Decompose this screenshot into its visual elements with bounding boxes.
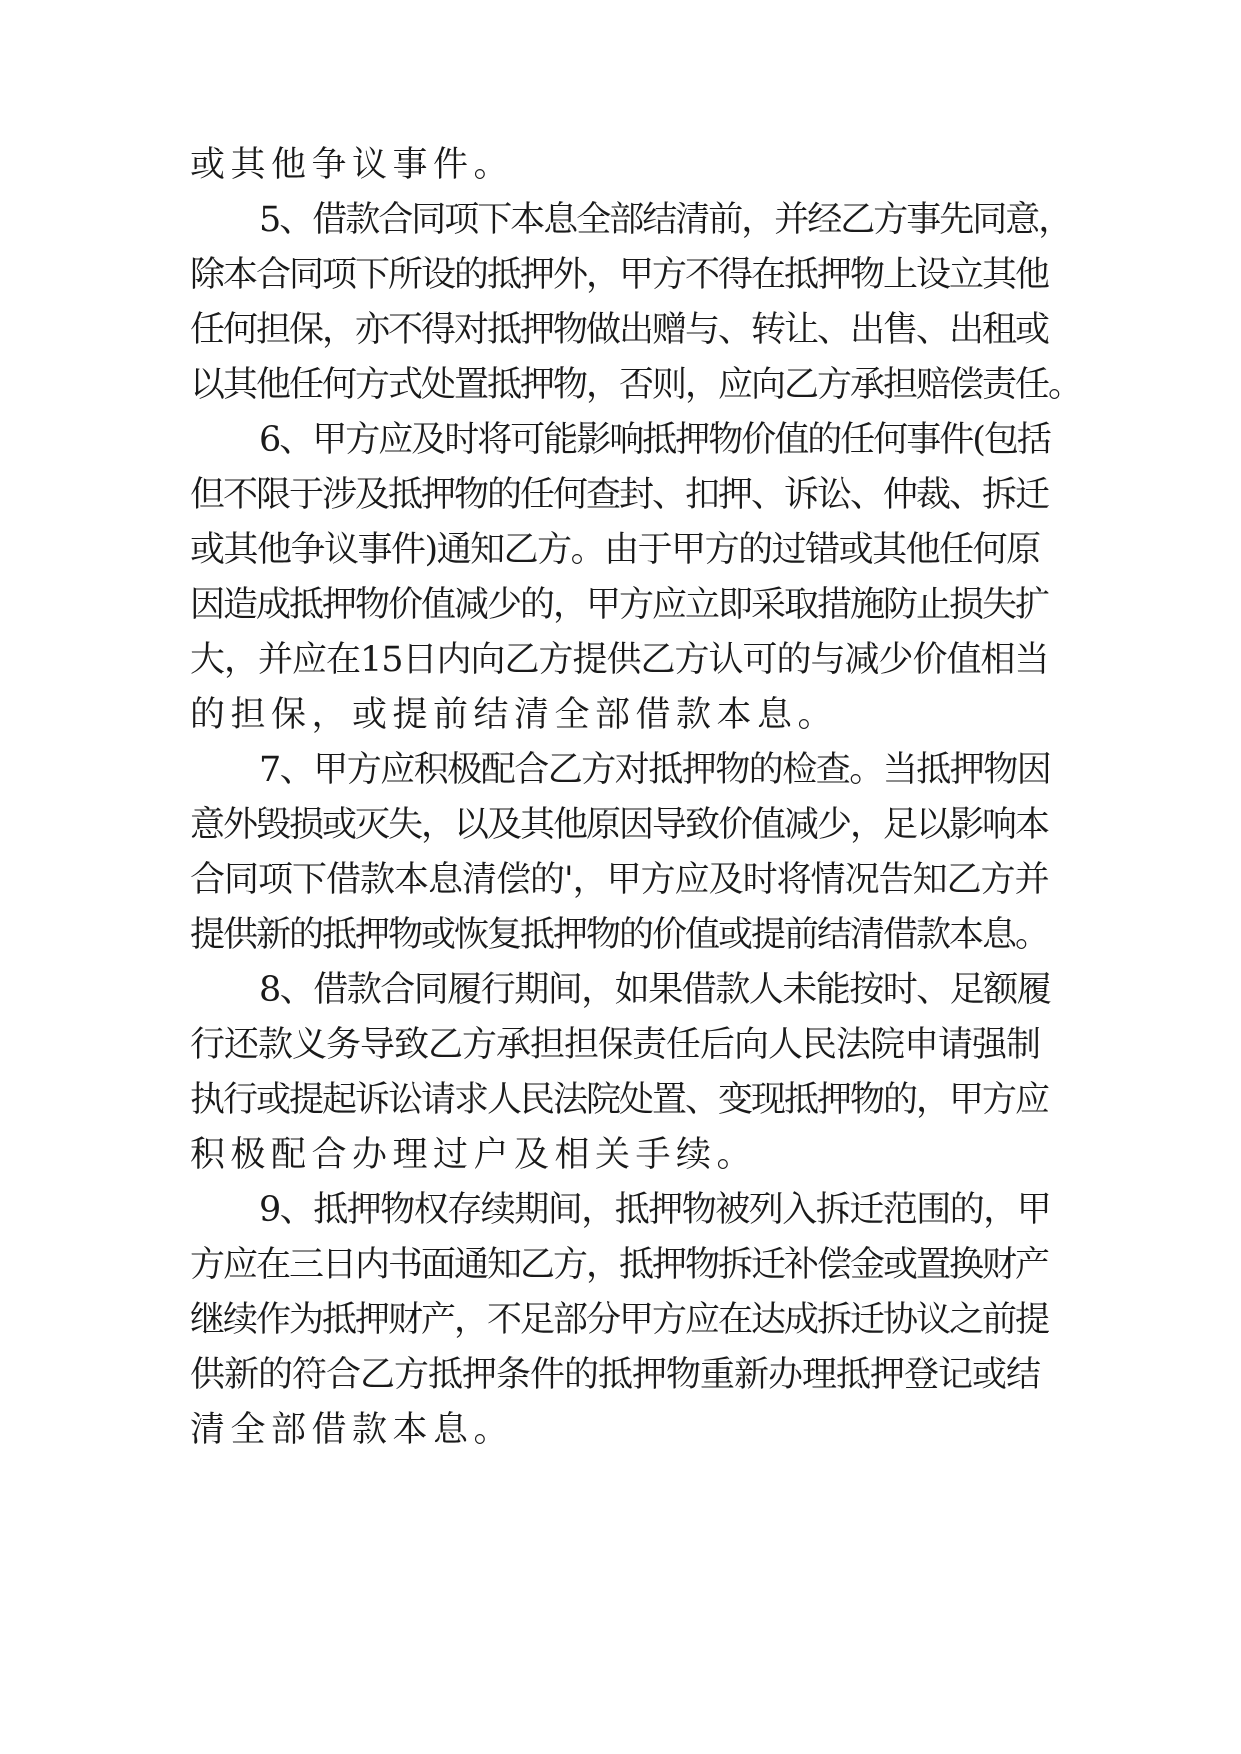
text-line: 意外毁损或灭失，以及其他原因导致价值减少，足以影响本 [190, 805, 1049, 845]
text-line: 以其他任何方式处置抵押物，否则，应向乙方承担赔偿责任。 [190, 365, 1082, 405]
text-line: 因造成抵押物价值减少的，甲方应立即采取措施防止损失扩 [190, 585, 1049, 625]
text-line: 提供新的抵押物或恢复抵押物的价值或提前结清借款本息。 [190, 915, 1049, 955]
text-line: 积极配合办理过户及相关手续。 [190, 1135, 758, 1175]
text-line: 6、甲方应及时将可能影响抵押物价值的任何事件(包括 [259, 420, 1050, 460]
text-line: 供新的符合乙方抵押条件的抵押物重新办理抵押登记或结 [190, 1355, 1041, 1395]
text-line: 行还款义务导致乙方承担担保责任后向人民法院申请强制 [190, 1025, 1041, 1065]
text-line: 或其他争议事件。 [190, 145, 515, 185]
text-line: 继续作为抵押财产，不足部分甲方应在达成拆迁协议之前提 [190, 1300, 1049, 1340]
text-line: 7、甲方应积极配合乙方对抵押物的检查。当抵押物因 [259, 750, 1051, 790]
text-line: 9、抵押物权存续期间，抵押物被列入拆迁范围的，甲 [259, 1190, 1051, 1230]
text-line: 执行或提起诉讼请求人民法院处置、变现抵押物的，甲方应 [190, 1080, 1049, 1120]
text-line: 8、借款合同履行期间，如果借款人未能按时、足额履 [259, 970, 1051, 1010]
text-line: 但不限于涉及抵押物的任何查封、扣押、诉讼、仲裁、拆迁 [190, 475, 1049, 515]
text-line: 大，并应在15日内向乙方提供乙方认可的与减少价值相当 [190, 640, 1049, 680]
text-line: 的担保，或提前结清全部借款本息。 [190, 695, 839, 735]
text-line: 5、借款合同项下本息全部结清前，并经乙方事先同意， [259, 200, 1072, 240]
text-line: 清全部借款本息。 [190, 1410, 515, 1450]
text-line: 除本合同项下所设的抵押外，甲方不得在抵押物上设立其他 [190, 255, 1049, 295]
text-line: 任何担保，亦不得对抵押物做出赠与、转让、出售、出租或 [190, 310, 1049, 350]
text-line: 或其他争议事件)通知乙方。由于甲方的过错或其他任何原 [190, 530, 1040, 570]
text-line: 方应在三日内书面通知乙方，抵押物拆迁补偿金或置换财产 [190, 1245, 1049, 1285]
text-line: 合同项下借款本息清偿的'，甲方应及时将情况告知乙方并 [190, 860, 1049, 900]
